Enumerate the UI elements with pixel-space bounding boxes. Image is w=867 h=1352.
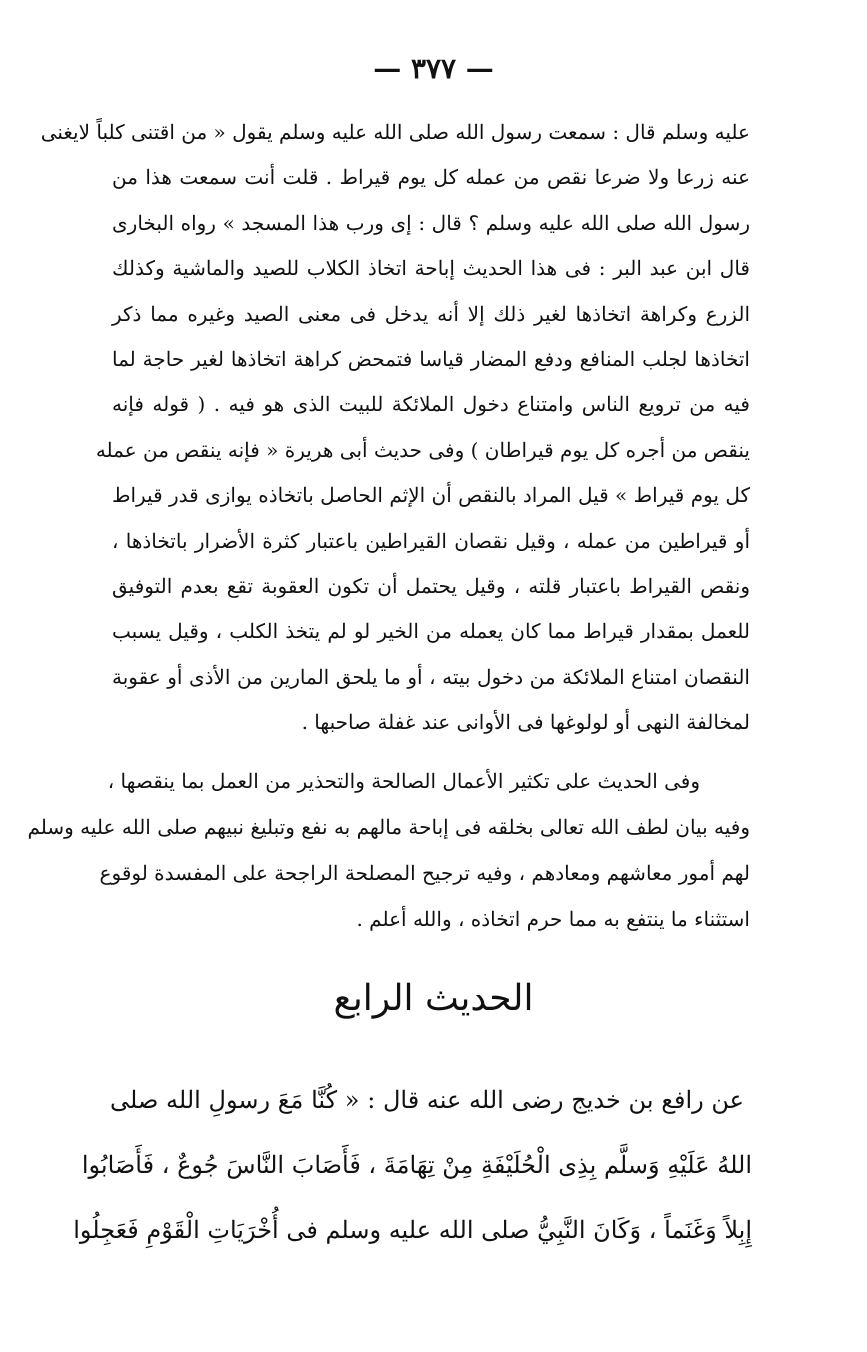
- text-line: لمخالفة النهى أو لولوغها فى الأوانى عند غفلة صاحبها .: [301, 710, 750, 735]
- section-heading: الحديث الرابع: [333, 978, 534, 1019]
- text-line: النقصان امتناع الملائكة من دخول بيته ، أو ما يلحق المارين من الأذى أو عقوبة: [112, 664, 750, 689]
- text-line: وفى الحديث على تكثير الأعمال الصالحة والتحذير من العمل بما ينقصها ،: [107, 769, 700, 793]
- commentary-paragraph: [40, 110, 750, 745]
- text-line: عليه وسلم قال : سمعت رسول الله صلى الله عليه وسلم يقول « من اقتنى كلباً لايغنى: [40, 120, 750, 144]
- text-line: إِبِلاً وَغَنَماً ، وَكَانَ النَّبِيُّ صلى الله عليه وسلم فى أُخْرَيَاتِ الْقَوْمِ فَعَجِلُوا: [73, 1216, 752, 1244]
- text-line: اللهُ عَلَيْهِ وَسلَّم بِذِى الْحُلَيْفَةِ مِنْ تِهَامَةَ ، فَأَصَابَ النَّاسَ جُوعٌ ، فَأَصَابُوا: [81, 1151, 752, 1179]
- conclusion-paragraph: [27, 758, 750, 942]
- text-line: للعمل بمقدار قيراط مما كان يعمله من الخير لو لم يتخذ الكلب ، وقيل يسبب: [112, 619, 750, 644]
- text-line: ينقص من أجره كل يوم قيراطان ) وفى حديث أبى هريرة « فإنه ينقص من عمله: [95, 437, 750, 462]
- text-line: لهم أمور معاشهم ومعادهم ، وفيه ترجيح المصلحة الراجحة على المفسدة لوقوع: [99, 861, 750, 885]
- text-line: رسول الله صلى الله عليه وسلم ؟ قال : إى ورب هذا المسجد » رواه البخارى: [112, 210, 750, 235]
- text-line: كل يوم قيراط » قيل المراد بالنقص أن الإثم الحاصل باتخاذه يوازى قدر قيراط: [111, 483, 750, 508]
- text-line: اتخاذها لجلب المنافع ودفع المضار قياسا فتمحض كراهة اتخاذها لغير حاجة لما: [112, 346, 750, 371]
- text-line: استثناء ما ينتفع به مما حرم اتخاذه ، والله أعلم .: [356, 907, 750, 931]
- hadith-text-paragraph: [73, 1068, 752, 1263]
- page-number: — ٣٧٧ —: [373, 52, 494, 85]
- text-line: الزرع وكراهة اتخاذها لغير ذلك إلا أنه يدخل فى معنى الصيد وغيره مما ذكر: [112, 301, 750, 326]
- text-line: وفيه بيان لطف الله تعالى بخلقه فى إباحة مالهم به نفع وتبليغ نبيهم صلى الله عليه وسلم: [27, 815, 750, 839]
- text-line: عنه زرعا ولا ضرعا نقص من عمله كل يوم قيراط . قلت أنت سمعت هذا من: [112, 165, 750, 190]
- text-line: قال ابن عبد البر : فى هذا الحديث إباحة اتخاذ الكلاب للصيد والماشية وكذلك: [112, 256, 750, 281]
- text-line: عن رافع بن خديج رضى الله عنه قال : « كُنَّا مَعَ رسولِ الله صلى: [110, 1086, 744, 1114]
- text-line: فيه من ترويع الناس وامتناع دخول الملائكة للبيت الذى هو فيه . ( قوله فإنه: [112, 392, 750, 417]
- text-line: ونقص القيراط باعتبار قلته ، وقيل يحتمل أن تكون العقوبة تقع بعدم التوفيق: [112, 573, 750, 598]
- text-line: أو قيراطين من عمله ، وقيل نقصان القيراطين باعتبار كثرة الأضرار باتخاذها ،: [112, 528, 750, 553]
